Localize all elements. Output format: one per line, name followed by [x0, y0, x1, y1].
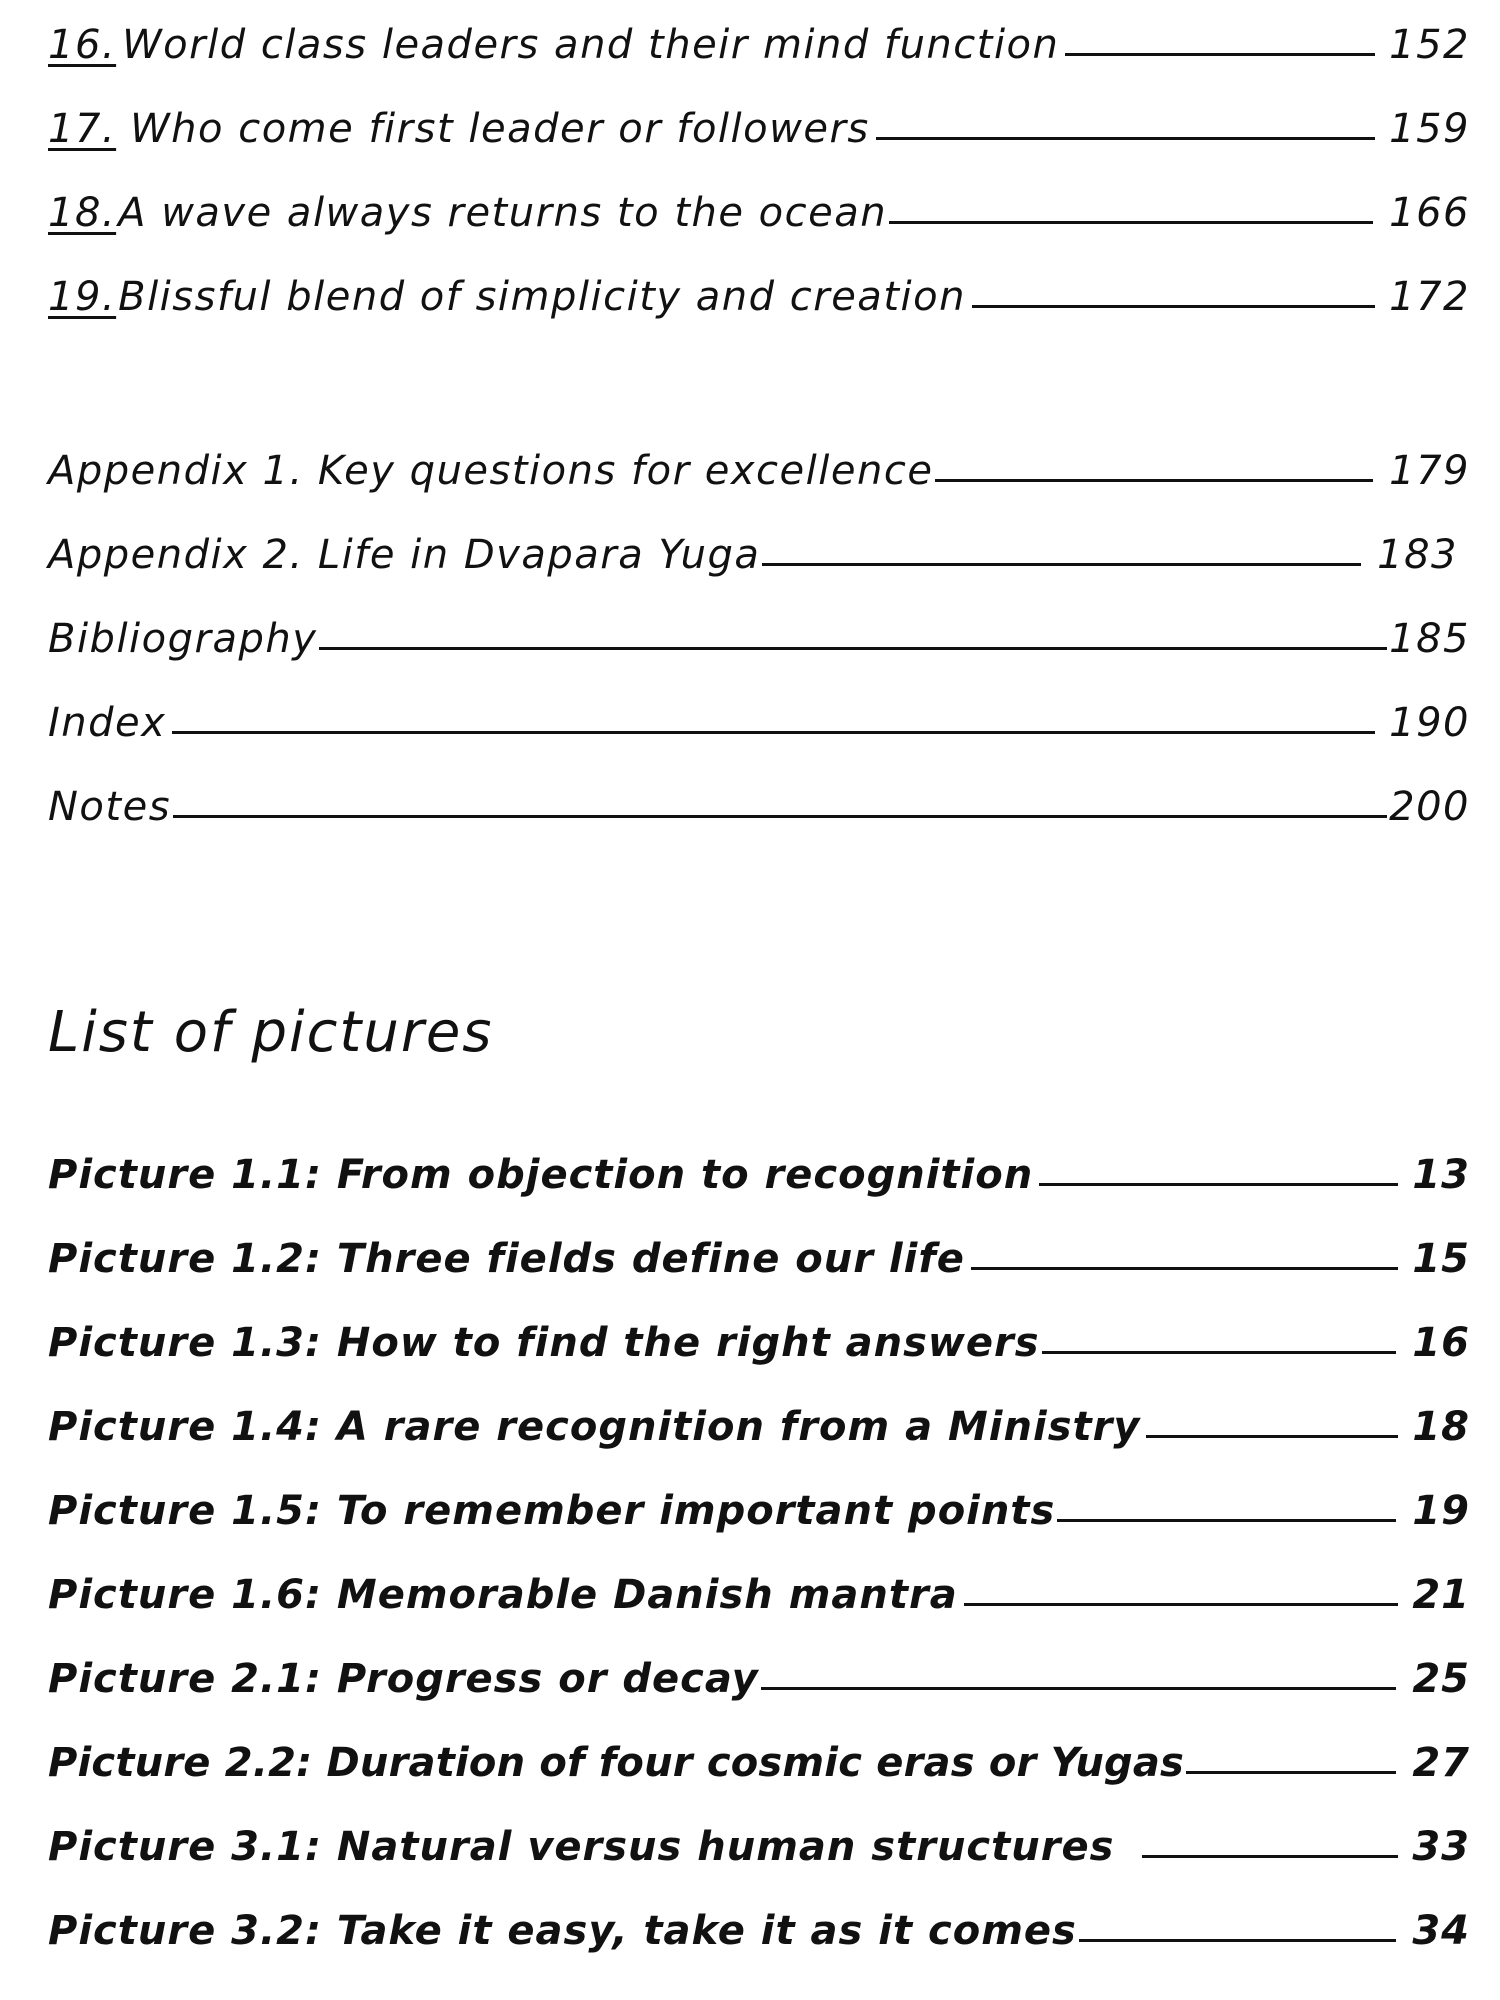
toc-entry-appendix-1: [48, 448, 1470, 494]
toc-entry-picture: [48, 1824, 1470, 1870]
chapter-title: Blissful blend of simplicity and creation: [118, 274, 966, 320]
picture-title: Picture 1.6: Memorable Danish mantra: [48, 1572, 958, 1618]
page-number: 200: [1389, 784, 1470, 830]
picture-title: Picture 1.3: How to find the right answers: [48, 1320, 1040, 1366]
dot-leader: [935, 479, 1373, 482]
page-number: 18: [1412, 1404, 1470, 1450]
picture-title: Picture 1.5: To remember important points: [48, 1488, 1056, 1534]
list-of-pictures-heading: List of pictures: [48, 1000, 494, 1065]
chapter-number: 17.: [48, 106, 117, 152]
page-number: 185: [1389, 616, 1470, 662]
page-number: 27: [1412, 1740, 1470, 1786]
toc-entry-index: [48, 700, 1470, 746]
page-number: 19: [1412, 1488, 1470, 1534]
dot-leader: [762, 563, 1361, 566]
picture-title: Picture 2.2: Duration of four cosmic eras or Yugas: [48, 1740, 1185, 1786]
dot-leader: [972, 305, 1375, 308]
entry-title: Notes: [48, 784, 172, 830]
picture-title: Picture 1.1: From objection to recognition: [48, 1152, 1034, 1198]
chapter-number: 19.: [48, 274, 117, 320]
page-number: 159: [1389, 106, 1470, 152]
dot-leader: [1146, 1435, 1398, 1438]
chapter-number: 18.: [48, 190, 117, 236]
dot-leader: [1057, 1519, 1396, 1522]
toc-entry-chapter-18: [48, 190, 1470, 236]
page-number: 33: [1412, 1824, 1470, 1870]
page-number: 190: [1389, 700, 1470, 746]
entry-title: Index: [48, 700, 167, 746]
page-number: 172: [1389, 274, 1470, 320]
picture-title: Picture 3.1: Natural versus human structures: [48, 1824, 1115, 1870]
dot-leader: [1042, 1351, 1397, 1354]
chapter-title: World class leaders and their mind function: [122, 22, 1060, 68]
toc-entry-appendix-2: [48, 532, 1458, 578]
toc-entry-chapter-19: [48, 274, 1470, 320]
dot-leader: [1142, 1855, 1398, 1858]
toc-entry-notes: [48, 784, 1470, 830]
chapter-title: Who come first leader or followers: [130, 106, 870, 152]
dot-leader: [761, 1687, 1397, 1690]
toc-entry-picture: [48, 1572, 1470, 1618]
dot-leader: [173, 815, 1387, 818]
toc-entry-picture: [48, 1152, 1470, 1198]
dot-leader: [964, 1603, 1399, 1606]
page-number: 21: [1412, 1572, 1470, 1618]
page-number: 16: [1412, 1320, 1470, 1366]
chapter-number: 16.: [48, 22, 117, 68]
toc-entry-chapter-16: [48, 22, 1470, 68]
dot-leader: [1065, 53, 1375, 56]
picture-title: Picture 2.1: Progress or decay: [48, 1656, 759, 1702]
dot-leader: [971, 1267, 1398, 1270]
toc-entry-picture: [48, 1488, 1470, 1534]
toc-entry-picture: [48, 1320, 1470, 1366]
page-number: 179: [1389, 448, 1470, 494]
page-number: 34: [1412, 1908, 1470, 1954]
page-number: 183: [1377, 532, 1458, 578]
toc-entry-bibliography: [48, 616, 1470, 662]
entry-title: Appendix 2. Life in Dvapara Yuga: [48, 532, 761, 578]
dot-leader: [1186, 1771, 1396, 1774]
toc-entry-picture: [48, 1404, 1470, 1450]
dot-leader: [319, 647, 1387, 650]
page-number: 13: [1412, 1152, 1470, 1198]
toc-entry-picture: [48, 1740, 1470, 1786]
chapter-title: A wave always returns to the ocean: [118, 190, 888, 236]
dot-leader: [889, 221, 1373, 224]
page-number: 152: [1389, 22, 1470, 68]
toc-entry-picture: [48, 1908, 1470, 1954]
picture-title: Picture 3.2: Take it easy, take it as it comes: [48, 1908, 1077, 1954]
picture-title: Picture 1.4: A rare recognition from a Ministry: [48, 1404, 1141, 1450]
picture-title: Picture 1.2: Three fields define our life: [48, 1236, 965, 1282]
toc-entry-picture: [48, 1236, 1470, 1282]
entry-title: Appendix 1. Key questions for excellence: [48, 448, 934, 494]
entry-title: Bibliography: [48, 616, 318, 662]
page-number: 166: [1389, 190, 1470, 236]
toc-entry-chapter-17: [48, 106, 1470, 152]
page-number: 15: [1412, 1236, 1470, 1282]
dot-leader: [876, 137, 1375, 140]
dot-leader: [1079, 1939, 1396, 1942]
toc-entry-picture: [48, 1656, 1470, 1702]
dot-leader: [1039, 1183, 1398, 1186]
page-number: 25: [1412, 1656, 1470, 1702]
dot-leader: [172, 731, 1375, 734]
